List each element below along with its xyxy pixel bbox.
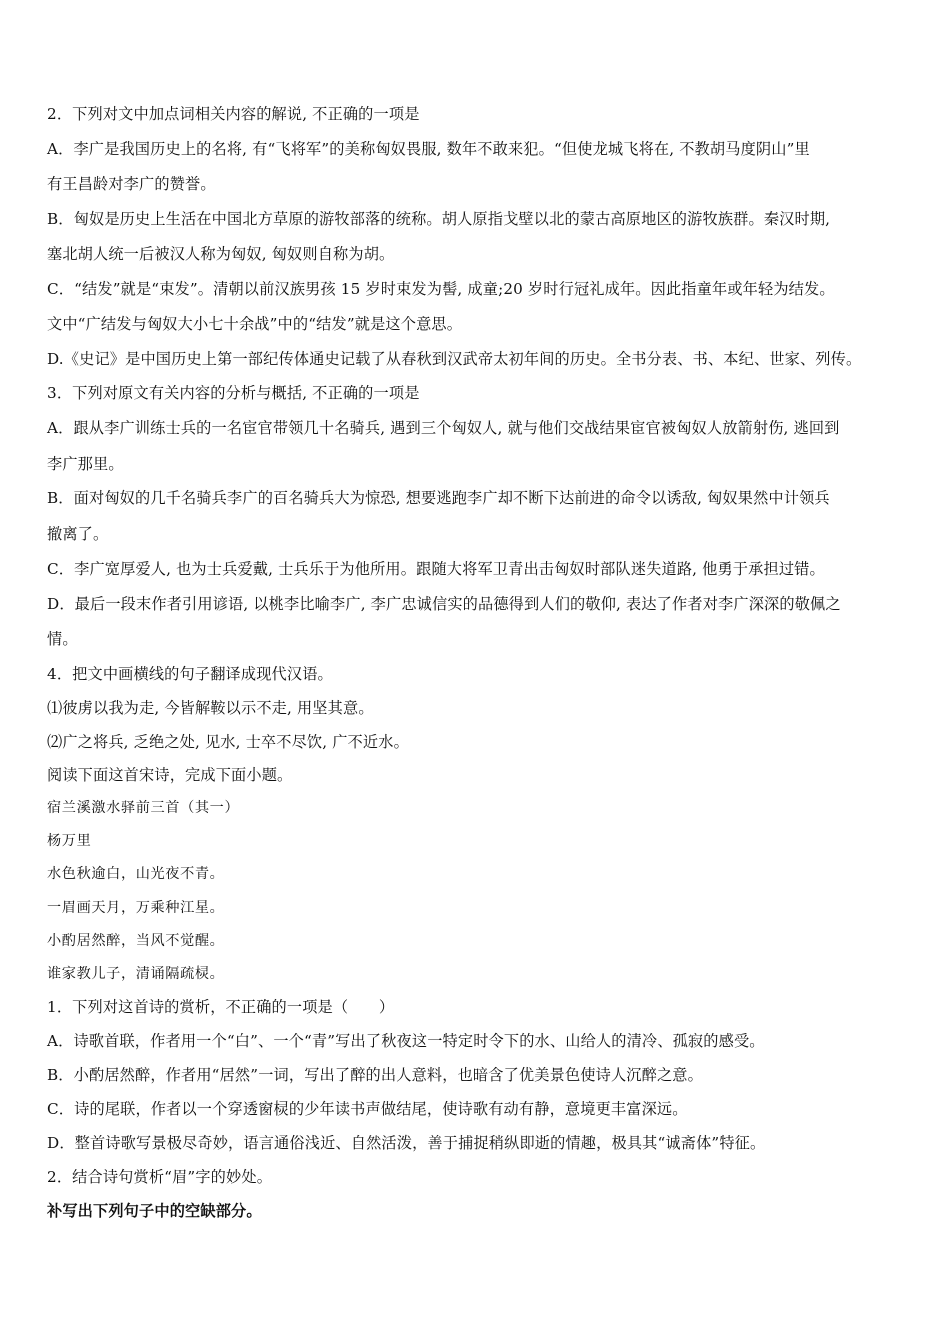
q4-sentence-1: ⑴彼虏以我为走, 今皆解鞍以示不走, 用坚其意。 [47,699,374,717]
poem-line-4: 谁家教儿子，清诵隔疏棂。 [47,966,225,982]
poem-title: 宿兰溪激水驿前三首（其一） [47,800,240,816]
q4-sentence-2: ⑵广之将兵, 乏绝之处, 见水, 士卒不尽饮, 广不近水。 [47,733,409,751]
q3-option-c: C．李广宽厚爱人, 也为士兵爱戴, 士兵乐于为他所用。跟随大将军卫青出击匈奴时部队迷失道路, 他勇于承担过错。 [47,560,825,578]
pq1-option-d: D．整首诗歌写景极尽奇妙，语言通俗浅近、自然活泼，善于捕捉稍纵即逝的情趣，极具其“诚斋体”特征。 [47,1134,766,1152]
q2-option-d: D.《史记》是中国历史上第一部纪传体通史记载了从春秋到汉武帝太初年间的历史。全书分表、书、本纪、世家、列传。 [47,350,862,368]
question-2-stem: 2．下列对文中加点词相关内容的解说, 不正确的一项是 [47,105,420,123]
q2-option-b: B．匈奴是历史上生活在中国北方草原的游牧部落的统称。胡人原指戈壁以北的蒙古高原地区的游牧族群。秦汉时期, [47,210,831,228]
pq1-option-b: B．小酌居然醉，作者用“居然”一词，写出了醉的出人意料，也暗含了优美景色使诗人沉醉之意。 [47,1066,703,1084]
pq1-option-c: C．诗的尾联，作者以一个穿透窗棂的少年读书声做结尾，使诗歌有动有静，意境更丰富深远。 [47,1100,688,1118]
q3-option-a: A．跟从李广训练士兵的一名宦官带领几十名骑兵, 遇到三个匈奴人, 就与他们交战结果宦官被匈奴人放箭射伤, 逃回到 [47,419,840,437]
question-4-stem: 4．把文中画横线的句子翻译成现代汉语。 [47,665,333,683]
poem-line-3: 小酌居然醉，当风不觉醒。 [47,933,225,949]
q2-option-c-cont: 文中“广结发与匈奴大小七十余战”中的“结发”就是这个意思。 [47,315,463,333]
poem-line-1: 水色秋逾白，山光夜不青。 [47,866,225,882]
q3-option-b: B．面对匈奴的几千名骑兵李广的百名骑兵大为惊恐, 想要逃跑李广却不断下达前进的命令以诱敌, 匈奴果然中计领兵 [47,489,830,507]
q3-option-d-cont: 情。 [47,630,78,648]
poem-line-2: 一眉画天月，万乘种江星。 [47,900,225,916]
q2-option-b-cont: 塞北胡人统一后被汉人称为匈奴, 匈奴则自称为胡。 [47,245,395,263]
section-heading-fill-in: 补写出下列句子中的空缺部分。 [47,1202,262,1220]
pq1-option-a: A．诗歌首联，作者用一个“白”、一个“青”写出了秋夜这一特定时令下的水、山给人的清冷、孤寂的感受。 [47,1032,765,1050]
q2-option-a-cont: 有王昌龄对李广的赞誉。 [47,175,216,193]
poem-instruction: 阅读下面这首宋诗，完成下面小题。 [47,766,293,784]
q3-option-a-cont: 李广那里。 [47,455,124,473]
q3-option-d: D．最后一段末作者引用谚语, 以桃李比喻李广, 李广忠诚信实的品德得到人们的敬仰, 表达了作者对李广深深的敬佩之 [47,595,841,613]
q2-option-a: A．李广是我国历史上的名将, 有“飞将军”的美称匈奴畏服, 数年不敢来犯。“但使龙城飞将在, 不教胡马度阴山”里 [47,140,810,158]
poem-author: 杨万里 [47,833,92,849]
question-3-stem: 3．下列对原文有关内容的分析与概括, 不正确的一项是 [47,384,420,402]
poem-question-2: 2．结合诗句赏析“眉”字的妙处。 [47,1168,273,1186]
q3-option-b-cont: 撤离了。 [47,525,109,543]
q2-option-c: C．“结发”就是“束发”。清朝以前汉族男孩 15 岁时束发为髻, 成童;20 岁时行冠礼成年。因此指童年或年轻为结发。 [47,280,835,298]
poem-question-1: 1．下列对这首诗的赏析，不正确的一项是（ ） [47,998,395,1016]
